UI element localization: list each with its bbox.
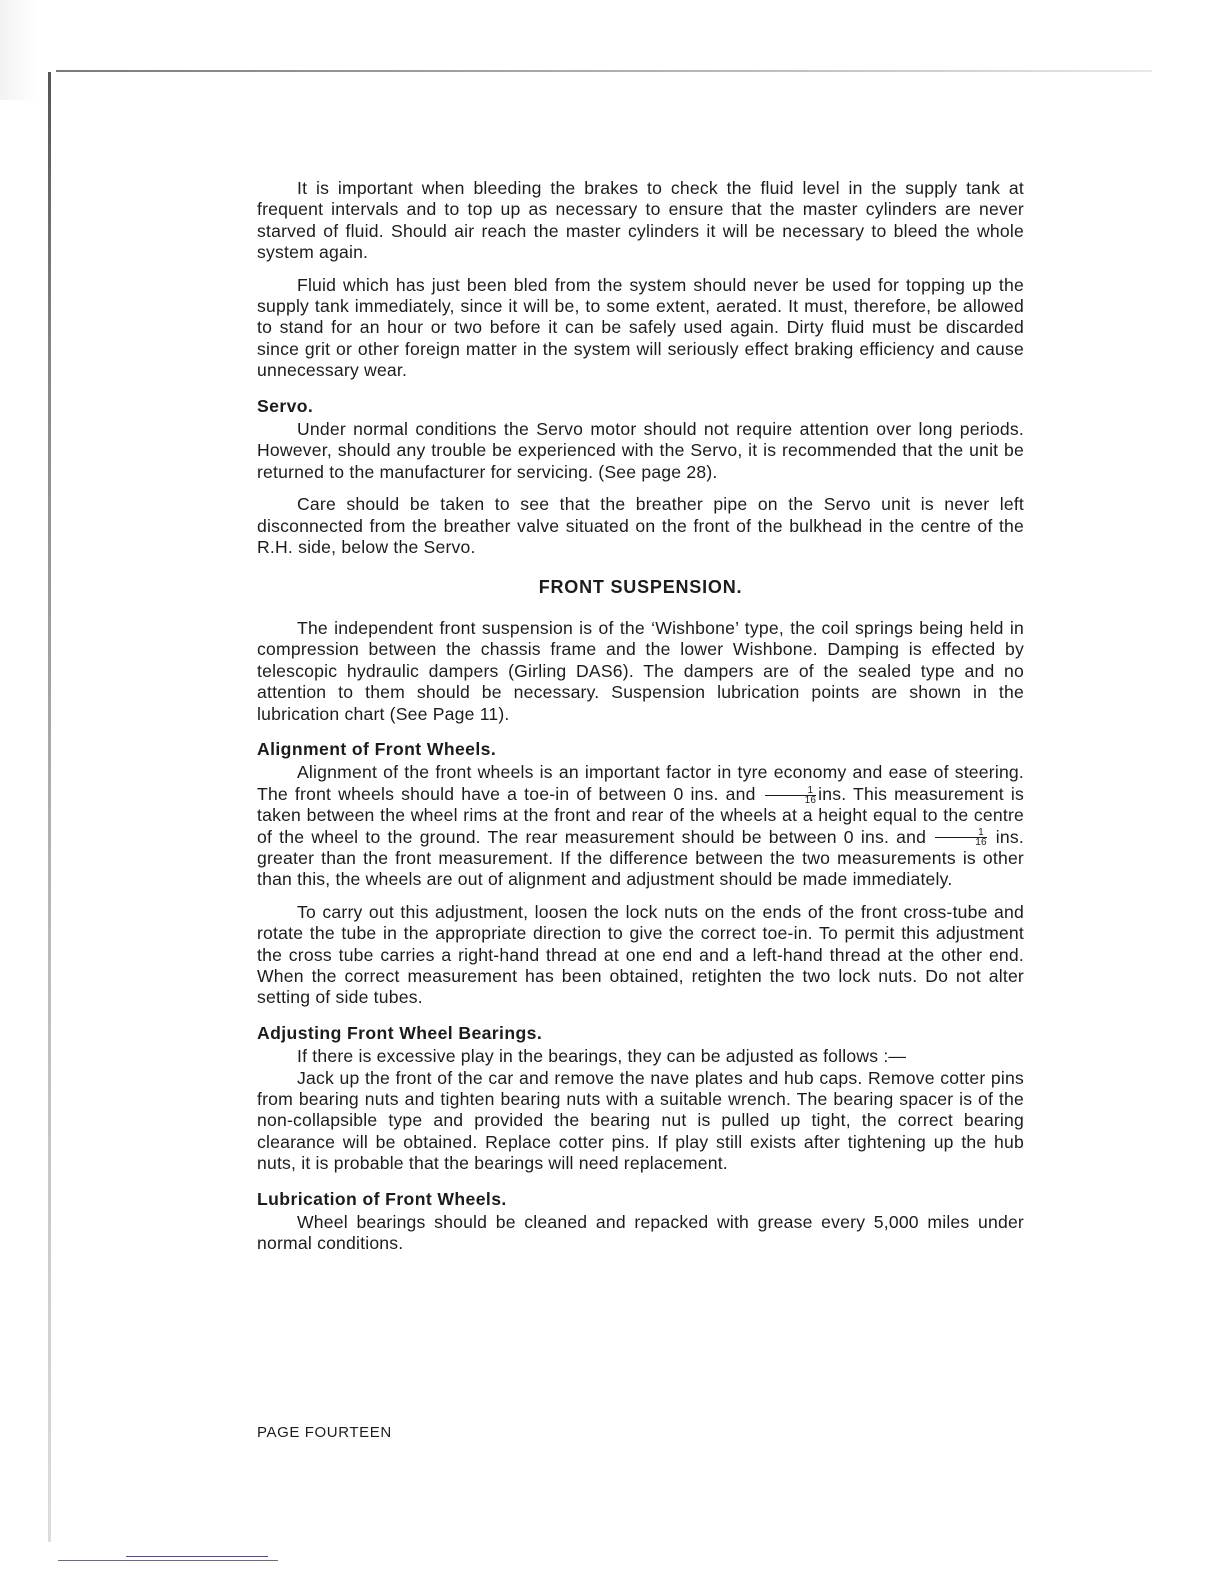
paragraph-lubrication: Wheel bearings should be cleaned and repacked with grease every 5,000 miles under normal conditions. bbox=[257, 1212, 1024, 1254]
paragraph-bleeding-1: It is important when bleeding the brakes to check the fluid level in the supply tank at frequent intervals and to top up as necessary to ensure that the master cylinders are never starved of fluid. Should air reach the master cylinders it will be necessary to bleed the whole system again. bbox=[257, 178, 1024, 263]
paragraph-servo-2: Care should be taken to see that the breather pipe on the Servo unit is never left disconnected from the breather valve situated on the front of the bulkhead in the centre of the R.H. side, below the Servo. bbox=[257, 494, 1024, 558]
bottom-edge-rule bbox=[126, 1556, 268, 1557]
fraction-sixteenth bbox=[935, 828, 987, 847]
bottom-edge-rule bbox=[58, 1560, 278, 1561]
paragraph-alignment-1 bbox=[257, 762, 1024, 890]
page-edge-left bbox=[48, 72, 51, 1542]
alignment-text-c: ins. greater than the front measurement. If the difference between the two measurements is other than this, the wheels are out of alignment and adjustment should be made immediately. bbox=[257, 826, 1024, 890]
scan-shadow bbox=[0, 0, 40, 100]
alignment-text-b: ins. This measurement is taken between the wheel rims at the front and rear of the wheels at a height equal to the centre of the wheel to the ground. The rear measurement should be between 0 ins. and bbox=[257, 783, 1024, 847]
heading-front-suspension: FRONT SUSPENSION. bbox=[538, 576, 743, 597]
heading-alignment: Alignment of Front Wheels. bbox=[257, 738, 497, 759]
paragraph-bearings-2: Jack up the front of the car and remove the nave plates and hub caps. Remove cotter pins from bearing nuts and tighten bearing nuts with a suitable wrench. The bearing spacer is of the non-collapsible type and provided the bearing nut is pulled up tight, the correct bearing clearance will be obtained. Replace cotter pins. If play still exists after tightening up the hub nuts, it is probable that the bearings will need replacement. bbox=[257, 1067, 1024, 1174]
paragraph-alignment-2: To carry out this adjustment, loosen the lock nuts on the ends of the front cross-tube and rotate the tube in the appropriate direction to give the correct toe-in. To permit this adjustment the cross tube carries a right-hand thread at one end and a left-hand thread at the other end. When the correct measurement has been obtained, retighten the two lock nuts. Do not alter setting of side tubes. bbox=[257, 901, 1024, 1008]
heading-lubrication: Lubrication of Front Wheels. bbox=[257, 1188, 507, 1209]
fraction-numerator: 1 bbox=[935, 828, 987, 838]
paragraph-front-suspension: The independent front suspension is of the ‘Wishbone’ type, the coil springs being held in compression between the chassis frame and the lower Wishbone. Damping is effected by telescopic hydraulic dampers (Girling DAS6). The dampers are of the sealed type and no attention to them should be necessary. Suspension lubrication points are shown in the lubrication chart (See Page 11). bbox=[257, 617, 1024, 724]
alignment-text-a: Alignment of the front wheels is an important factor in tyre economy and ease of steering. The front wheels should have a toe-in of between 0 ins. and bbox=[257, 762, 1024, 804]
paragraph-servo-1: Under normal conditions the Servo motor should not require attention over long periods. However, should any trouble be experienced with the Servo, it is recommended that the unit be returned to the manufacturer for servicing. (See page 28). bbox=[257, 419, 1024, 482]
fraction-numerator: 1 bbox=[765, 786, 817, 796]
document-body bbox=[257, 178, 1024, 1266]
page-number: PAGE FOURTEEN bbox=[257, 1424, 392, 1441]
heading-bearings: Adjusting Front Wheel Bearings. bbox=[257, 1022, 543, 1043]
heading-servo: Servo. bbox=[257, 395, 314, 416]
paragraph-bearings-1: If there is excessive play in the bearings, they can be adjusted as follows :— bbox=[297, 1046, 907, 1067]
paragraph-bleeding-2: Fluid which has just been bled from the system should never be used for topping up the supply tank immediately, since it will be, to some extent, aerated. It must, therefore, be allowed to stand for an hour or two before it can be safely used again. Dirty fluid must be discarded since grit or other foreign matter in the system will seriously effect braking efficiency and cause unnecessary wear. bbox=[257, 274, 1024, 381]
page-edge-top bbox=[56, 70, 1152, 72]
fraction-denominator: 16 bbox=[804, 794, 817, 806]
fraction-sixteenth bbox=[765, 786, 817, 805]
fraction-denominator: 16 bbox=[975, 837, 987, 849]
